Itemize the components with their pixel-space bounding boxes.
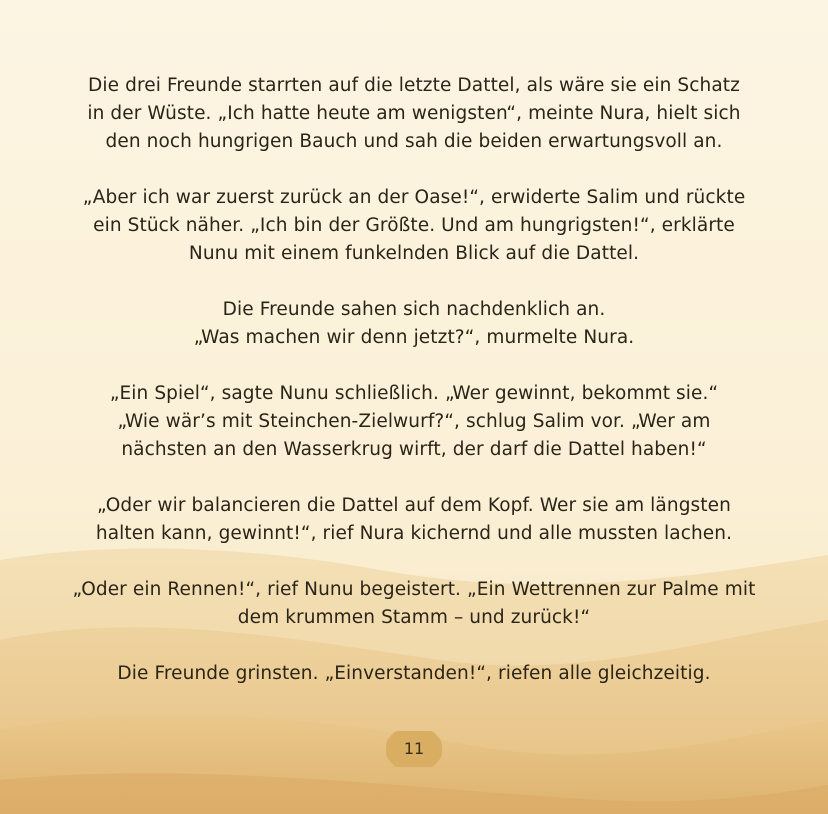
text-line: ein Stück näher. „Ich bin der Größte. Und am hungrigsten!“, erklärte [93, 215, 735, 236]
text-line: Die Freunde sahen sich nachdenklich an. [222, 299, 606, 320]
paragraph [60, 184, 768, 268]
text-line: Die Freunde grinsten. „Einverstanden!“, riefen alle gleichzeitig. [117, 663, 711, 684]
text-line: „Wie wär’s mit Steinchen-Zielwurf?“, schlug Salim vor. „Wer am [117, 411, 711, 432]
paragraph [60, 492, 768, 548]
page-number: 11 [403, 739, 425, 758]
paragraph [60, 380, 768, 464]
text-line: dem krummen Stamm – und zurück!“ [237, 607, 591, 628]
text-line: in der Wüste. „Ich hatte heute am wenigsten“, meinte Nura, hielt sich [87, 103, 741, 124]
text-line: „Oder wir balancieren die Dattel auf dem Kopf. Wer sie am längsten [97, 495, 731, 516]
text-line: Nunu mit einem funkelnden Blick auf die Dattel. [188, 243, 640, 264]
page-number-badge [384, 728, 444, 770]
text-line: „Was machen wir denn jetzt?“, murmelte Nura. [193, 327, 635, 348]
paragraph [60, 576, 768, 632]
text-line: „Oder ein Rennen!“, rief Nunu begeistert. „Ein Wettrennen zur Palme mit [72, 579, 756, 600]
text-line: Die drei Freunde starrten auf die letzte Dattel, als wäre sie ein Schatz [88, 75, 740, 96]
text-line: den noch hungrigen Bauch und sah die beiden erwartungsvoll an. [105, 131, 723, 152]
text-line: „Aber ich war zuerst zurück an der Oase!“, erwiderte Salim und rückte [82, 187, 746, 208]
paragraph [60, 296, 768, 352]
paragraph [60, 72, 768, 156]
text-line: „Ein Spiel“, sagte Nunu schließlich. „Wer gewinnt, bekommt sie.“ [109, 383, 719, 404]
text-line: nächsten an den Wasserkrug wirft, der darf die Dattel haben!“ [121, 439, 707, 460]
paragraph [60, 660, 768, 688]
text-line: halten kann, gewinnt!“, rief Nura kichernd und alle mussten lachen. [95, 523, 733, 544]
story-text [60, 72, 768, 716]
